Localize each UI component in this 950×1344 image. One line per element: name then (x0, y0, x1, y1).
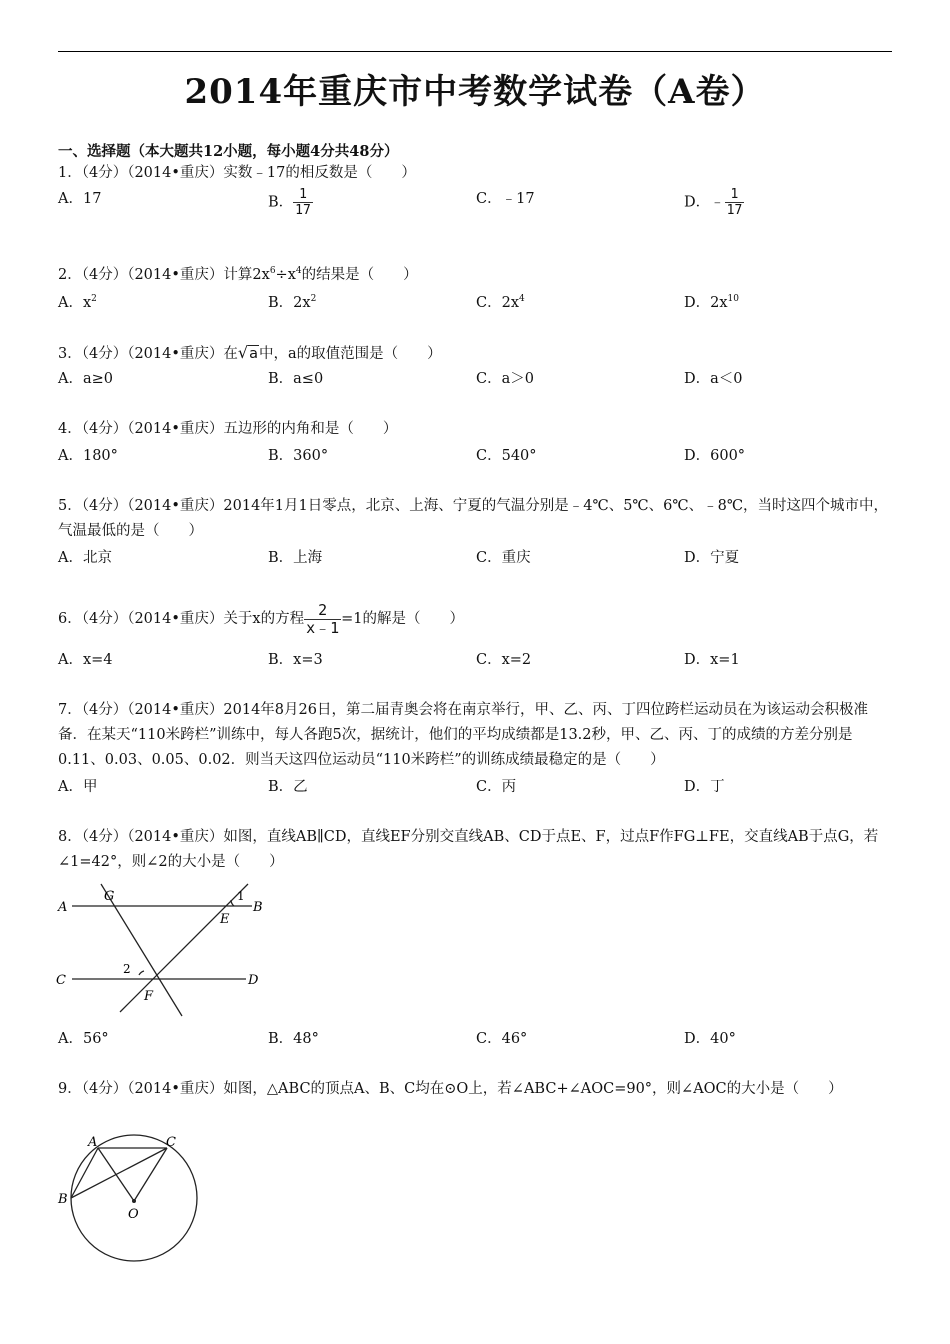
angle-1-arc (231, 900, 234, 906)
angle-2-arc (139, 971, 144, 975)
radicand: a (249, 346, 258, 362)
option-b[interactable]: B．a≤0 (268, 371, 324, 387)
page-title: 2014年重庆市中考数学试卷（A卷） (184, 72, 766, 112)
label-c: C (166, 1135, 176, 1150)
option-d[interactable]: D．﹣ $\frac{1}{17}$ (684, 187, 743, 218)
option-d[interactable]: D．丁 (684, 779, 725, 795)
segment-bc (71, 1148, 167, 1198)
question-9-stem: 9．（4分）（2014•重庆）如图，△ABC的顶点A、B、C均在⊙O上，若∠ABC+∠AOC=90°，则∠AOC的大小是（ ） (58, 1081, 843, 1097)
label-2: 2 (123, 962, 131, 976)
label-a: A (88, 1135, 98, 1150)
option-b[interactable]: B．乙 (268, 779, 308, 795)
question-3-options (58, 367, 892, 393)
question-2-stem: 2．（4分）（2014•重庆）计算$2x^6\div x^4$的结果是（ ） (58, 266, 418, 283)
question-1-options (58, 187, 892, 218)
option-c[interactable]: C．x=2 (476, 652, 532, 668)
label-f: F (144, 989, 154, 1004)
question-6-stem: 6．（4分）（2014•重庆）关于x的方程 $\frac{2}{x﹣1}$ =1的解是（ ） (58, 600, 465, 637)
label-a: A (58, 900, 68, 915)
option-d[interactable]: D．40° (684, 1031, 736, 1047)
option-b[interactable]: B．x=3 (268, 652, 323, 668)
question-2-options (58, 291, 892, 317)
option-c[interactable]: C．﹣17 (476, 191, 535, 207)
label-g: G (104, 889, 115, 904)
question-8-stem: 8．（4分）（2014•重庆）如图，直线AB∥CD，直线EF分别交直线AB、CD于点E、F，过点F作FG⊥FE，交直线AB于点G，若∠1=42°，则∠2的大小是（ ） (58, 829, 879, 870)
circle-figure (52, 1132, 212, 1272)
top-rule (58, 51, 892, 52)
label-d: D (248, 973, 259, 988)
option-b[interactable]: B．上海 (268, 550, 323, 566)
option-c[interactable]: C．$2x^4$ (476, 294, 525, 311)
option-a[interactable]: A．56° (58, 1031, 109, 1047)
option-d[interactable]: D．x=1 (684, 652, 740, 668)
question-4-stem: 4．（4分）（2014•重庆）五边形的内角和是（ ） (58, 421, 398, 437)
question-3-stem: 3．（4分）（2014•重庆）在√a中，a的取值范围是（ ） (58, 343, 442, 362)
option-a[interactable]: A．a≥0 (58, 371, 113, 387)
option-c[interactable]: C．重庆 (476, 550, 531, 566)
label-1: 1 (237, 889, 245, 903)
option-b[interactable]: B．360° (268, 448, 329, 464)
option-a[interactable]: A．17 (58, 191, 102, 207)
question-4-options (58, 444, 892, 470)
option-d[interactable]: D．宁夏 (684, 550, 740, 566)
option-a[interactable]: A．北京 (58, 550, 112, 566)
center-point (132, 1199, 136, 1203)
sqrt-sign: √ (237, 343, 249, 362)
option-a[interactable]: A．x=4 (58, 652, 113, 668)
option-a[interactable]: A．甲 (58, 779, 98, 795)
question-1-stem: 1．（4分）（2014•重庆）实数﹣17的相反数是（ ） (58, 165, 416, 181)
section-heading: 一、选择题（本大题共12小题，每小题4分共48分） (58, 143, 399, 160)
label-o: O (128, 1207, 139, 1222)
option-a[interactable]: A．180° (58, 448, 118, 464)
label-b: B (58, 1192, 68, 1207)
option-c[interactable]: C．a＞0 (476, 371, 534, 387)
option-d[interactable]: D．a＜0 (684, 371, 743, 387)
question-5-stem: 5．（4分）（2014•重庆）2014年1月1日零点，北京、上海、宁夏的气温分别是﹣4℃、5℃、6℃、﹣8℃，当时这四个城市中，气温最低的是（ ） (58, 498, 889, 539)
question-7-stem: 7．（4分）（2014•重庆）2014年8月26日，第二届青奥会将在南京举行，甲、乙、丙、丁四位跨栏运动员在为该运动会积极准备．在某天“110米跨栏”训练中，每人各跑5次，据统计，他们的平均成绩都是13.2秒，甲、乙、丙、丁的成绩的方差分别是0.11、0.03、0.05、0.02．则当天这四位运动员“110米跨栏”的训练成绩最稳定的是（ ） (58, 702, 868, 768)
equation-fraction: $\frac{2}{x﹣1}$ (306, 600, 340, 637)
option-c[interactable]: C．丙 (476, 779, 517, 795)
question-7-options (58, 775, 892, 801)
option-a[interactable]: A．$x^2$ (58, 294, 97, 311)
circle-o (71, 1135, 197, 1261)
segment-ao (98, 1148, 134, 1201)
option-c[interactable]: C．46° (476, 1031, 528, 1047)
question-6-options (58, 648, 892, 674)
option-d[interactable]: D．600° (684, 448, 746, 464)
label-b: B (253, 900, 263, 915)
parallel-lines-figure (52, 880, 272, 1025)
option-b[interactable]: B．$2x^2$ (268, 294, 317, 311)
fraction: $\frac{1}{17}$ (295, 187, 311, 218)
question-5-options (58, 546, 892, 572)
option-b[interactable]: B．48° (268, 1031, 319, 1047)
option-d[interactable]: D．$2x^{10}$ (684, 294, 739, 311)
fraction: $\frac{1}{17}$ (726, 187, 743, 218)
option-b[interactable]: B． $\frac{1}{17}$ (268, 187, 311, 218)
option-c[interactable]: C．540° (476, 448, 537, 464)
label-e: E (220, 912, 230, 927)
question-8-options (58, 1027, 892, 1053)
line-ef (120, 884, 248, 1012)
label-c: C (56, 973, 66, 988)
